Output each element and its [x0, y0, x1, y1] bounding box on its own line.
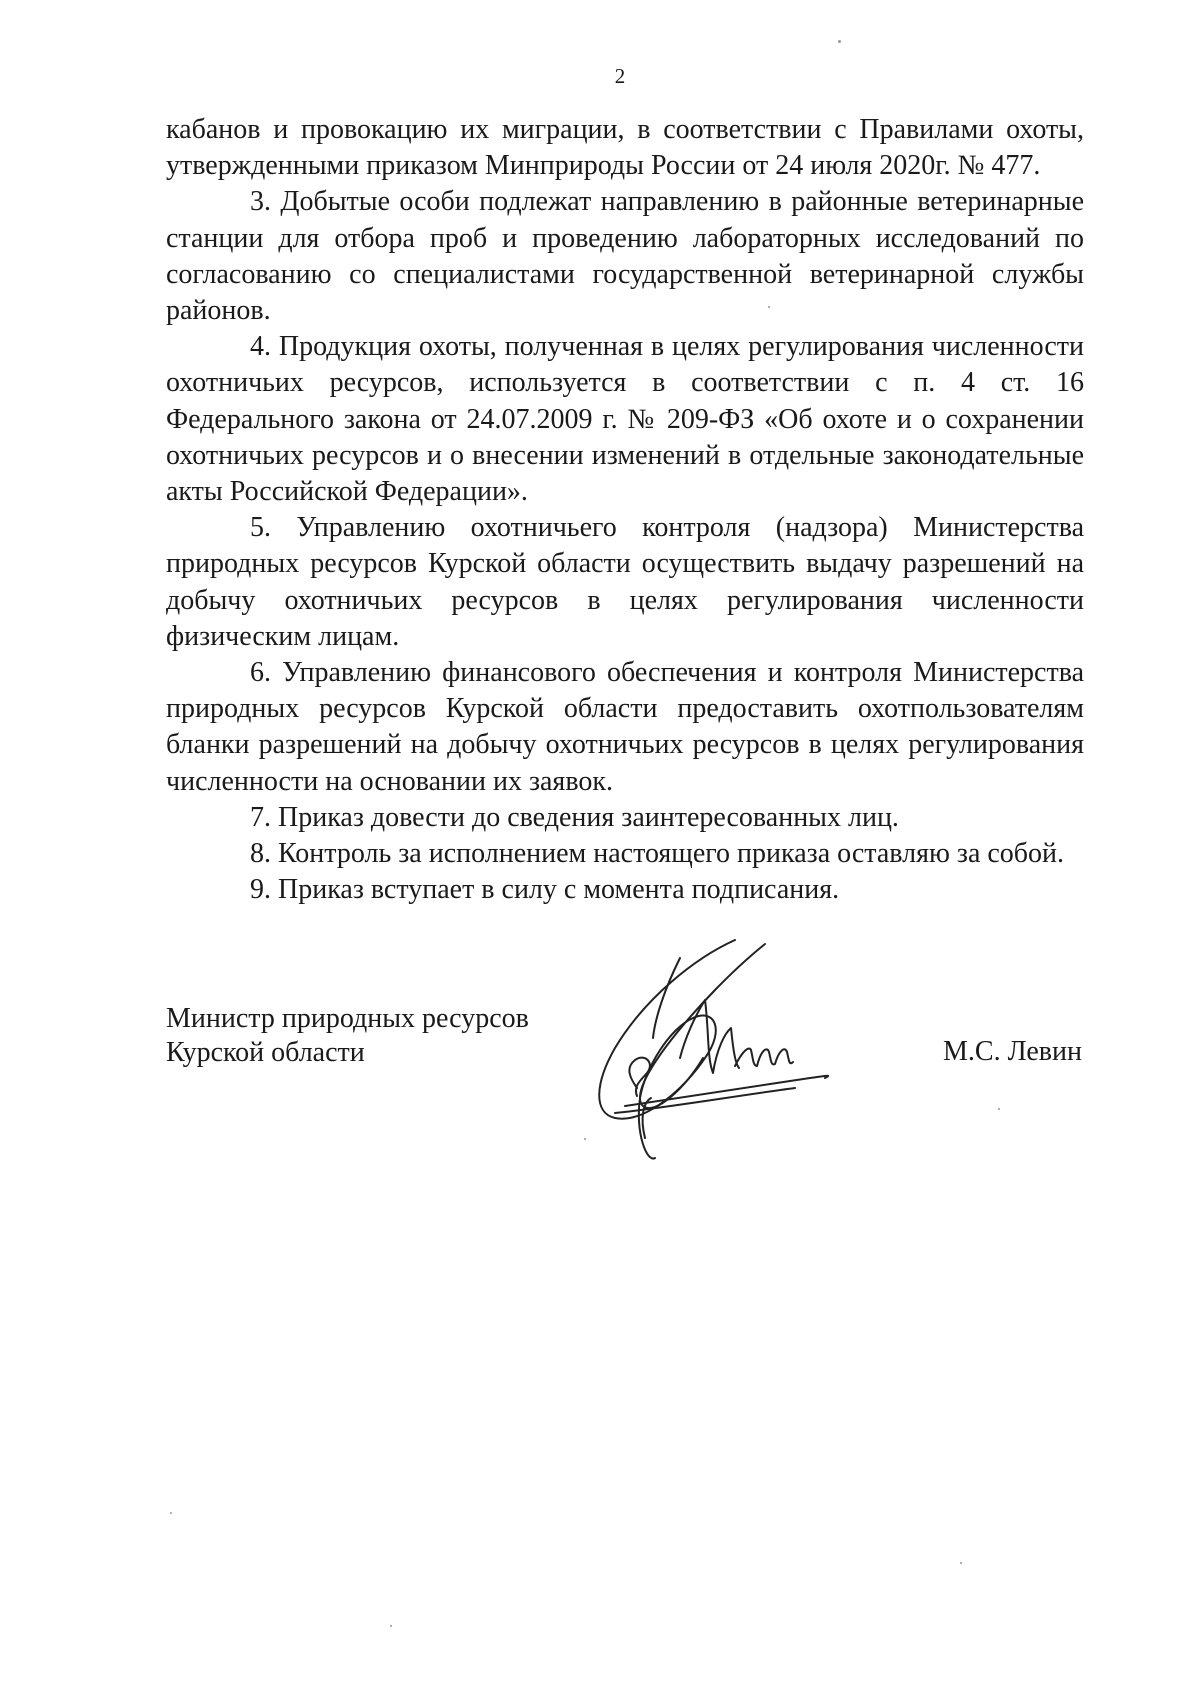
paragraph-item-9: 9. Приказ вступает в силу с момента подписания. — [250, 874, 840, 906]
scan-speck — [768, 306, 770, 308]
signatory-name: М.С. Левин — [943, 1036, 1082, 1067]
paragraph-continuation: кабанов и провокацию их миграции, в соответствии с Правилами охоты, утвержденными приказом Минприроды России от 24 июля 2020г. № 477. — [166, 114, 1084, 182]
scan-speck — [390, 1625, 392, 1627]
signatory-title-line-2: Курской области — [166, 1037, 365, 1068]
scan-speck — [584, 1138, 586, 1140]
paragraph-item-8: 8. Контроль за исполнением настоящего приказа оставляю за собой. — [250, 838, 1065, 870]
paragraph-item-6: 6. Управлению финансового обеспечения и контроля Министерства природных ресурсов Курской области предоставить охотпользователям бланки разрешений на добычу охотничьих ресурсов в целях регулирования численности на основании их заявок. — [166, 657, 1084, 797]
paragraph-item-3: 3. Добытые особи подлежат направлению в районные ветеринарные станции для отбора проб и проведению лабораторных исследований по согласованию со специалистами государственной ветеринарной службы районов. — [166, 186, 1084, 327]
scan-speck — [960, 1562, 962, 1564]
handwritten-signature — [585, 938, 885, 1168]
paragraph-item-5: 5. Управлению охотничьего контроля (надзора) Министерства природных ресурсов Курской области осуществить выдачу разрешений на добычу охотничьих ресурсов в целях регулирования численности физическим лицам. — [166, 512, 1084, 652]
signatory-title-line-1: Министр природных ресурсов — [166, 1003, 529, 1034]
signatory-title — [166, 1002, 529, 1070]
document-body — [166, 112, 1084, 908]
scan-speck — [998, 1108, 1000, 1110]
scan-speck — [838, 40, 841, 43]
scan-speck — [170, 1512, 172, 1514]
paragraph-item-4: 4. Продукция охоты, полученная в целях регулирования численности охотничьих ресурсов, используется в соответствии с п. 4 ст. 16 Федерального закона от 24.07.2009 г. № 209-ФЗ «Об охоте и о сохранении охотничьих ресурсов и о внесении изменений в отдельные законодательные акты Российской Федерации». — [166, 331, 1084, 508]
page-number: 2 — [614, 64, 626, 88]
paragraph-item-7: 7. Приказ довести до сведения заинтересованных лиц. — [250, 801, 899, 833]
